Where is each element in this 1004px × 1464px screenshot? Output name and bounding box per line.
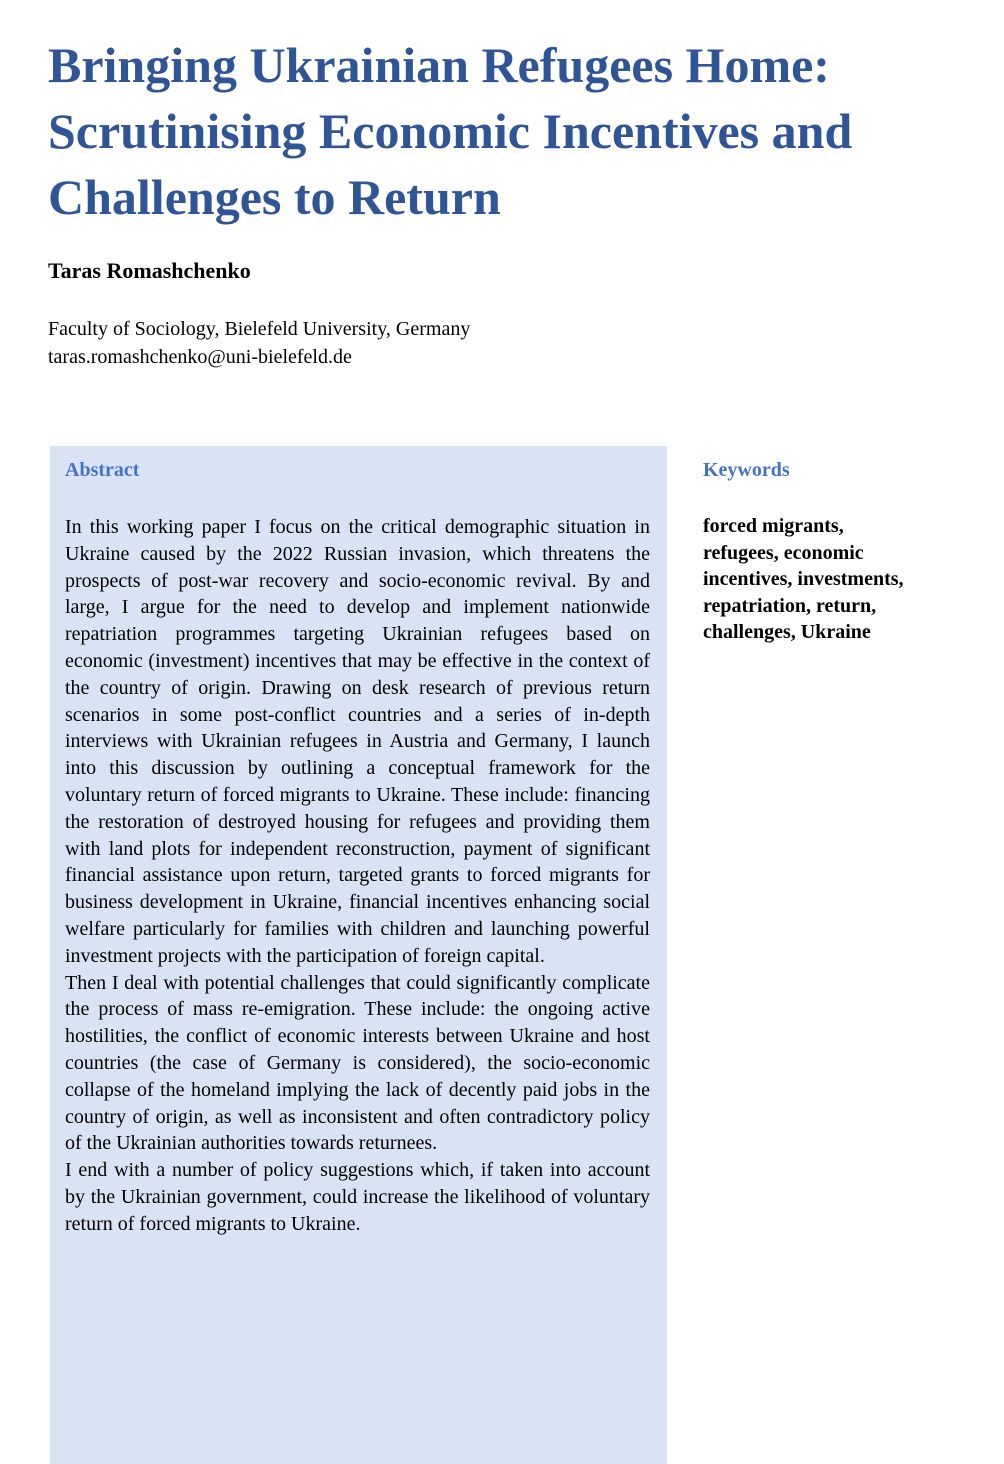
keyword-line: challenges, Ukraine <box>703 621 871 643</box>
title-line: Bringing Ukrainian Refugees Home: <box>48 37 830 93</box>
author-email: taras.romashchenko@uni-bielefeld.de <box>48 346 352 368</box>
abstract-body <box>65 514 650 1238</box>
keyword-line: repatriation, return, <box>703 594 877 617</box>
abstract-paragraph: Then I deal with potential challenges that could significantly complicate the process of mass re-emigration. These include: the ongoing active hostilities, the conflict of economic interests between Ukraine and host countries (the case of Germany is considered), the socio-economic collapse of the homeland implying the lack of decently paid jobs in the country of origin, as well as inconsistent and often contradictory policy of the Ukrainian authorities towards returnees. <box>65 971 650 1155</box>
keywords-heading: Keywords <box>703 459 790 481</box>
title-line: Challenges to Return <box>48 169 501 225</box>
keyword-line: incentives, investments, <box>703 568 904 590</box>
abstract-paragraph: In this working paper I focus on the critical demographic situation in Ukraine caused by the 2022 Russian invasion, which threatens the prospects of post-war recovery and socio-economic revival. By and large, I argue for the need to develop and implement nationwide repatriation programmes targeting Ukrainian refugees based on economic (investment) incentives that may be effective in the context of the country of origin. Drawing on desk research of previous return scenarios in some post-conflict countries and a series of in-depth interviews with Ukrainian refugees in Austria and Germany, I launch into this discussion by outlining a conceptual framework for the voluntary return of forced migrants to Ukraine. These include: financing the restoration of destroyed housing for refugees and providing them with land plots for independent reconstruction, payment of significant financial assistance upon return, targeted grants to forced migrants for business development in Ukraine, financial incentives enhancing social welfare particularly for families with children and launching powerful investment projects with the participation of foreign capital. <box>65 516 650 967</box>
author-name: Taras Romashchenko <box>48 258 251 283</box>
keyword-line: refugees, economic <box>703 541 864 564</box>
abstract-heading: Abstract <box>65 459 140 481</box>
keywords-list <box>703 513 968 646</box>
paper-title <box>48 32 978 230</box>
affiliation-text: Faculty of Sociology, Bielefeld University, Germany <box>48 318 471 340</box>
abstract-box <box>50 446 667 1464</box>
abstract-paragraph: I end with a number of policy suggestions which, if taken into account by the Ukrainian government, could increase the likelihood of voluntary return of forced migrants to Ukraine. <box>65 1159 650 1235</box>
affiliation-block <box>48 315 470 371</box>
keyword-line: forced migrants, <box>703 515 844 537</box>
title-line: Scrutinising Economic Incentives and <box>48 103 853 159</box>
